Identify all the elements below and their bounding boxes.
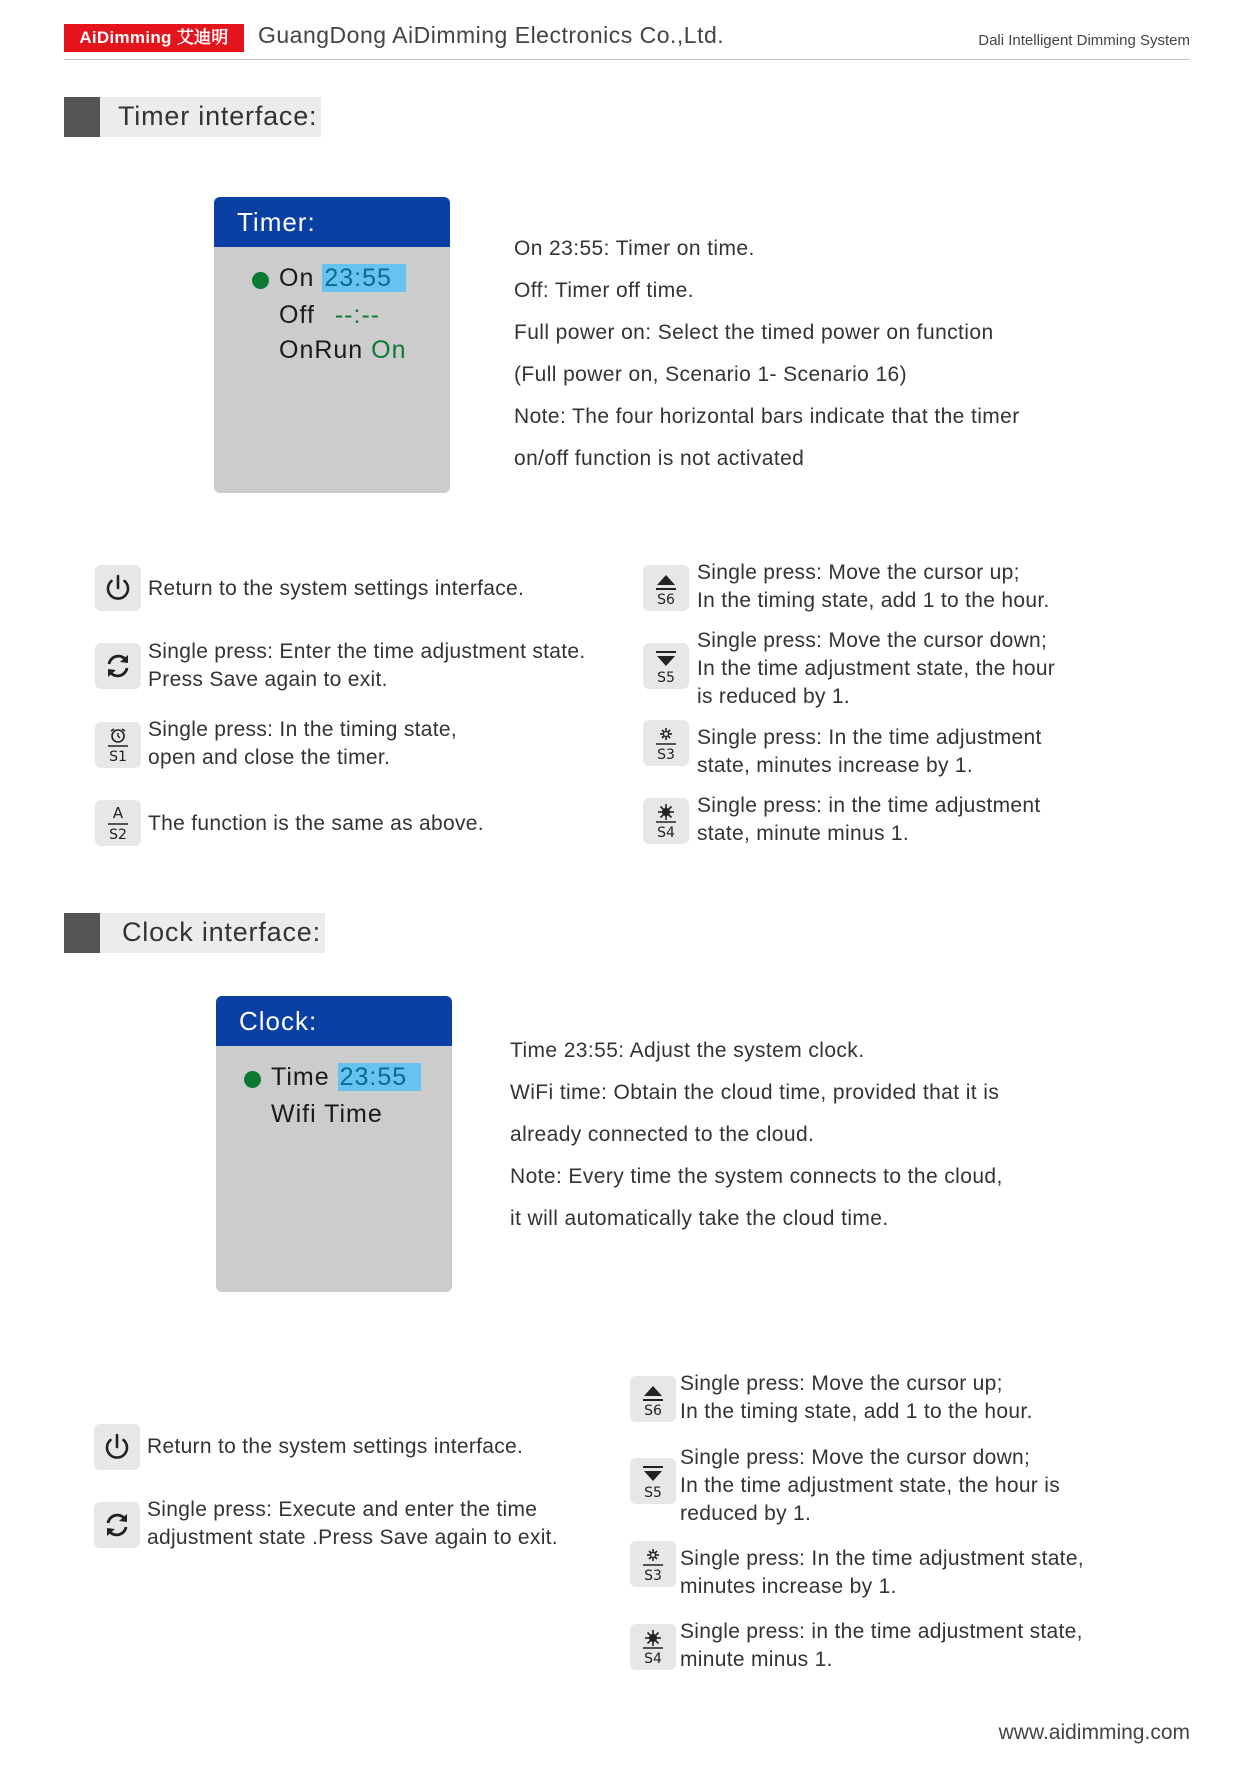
timer-off-value: --:-- <box>334 301 381 329</box>
timer-key-desc <box>697 559 1050 615</box>
timer-screen-title: Timer: <box>214 197 450 247</box>
key-desc-line: Single press: Move the cursor down; <box>697 629 1048 652</box>
clock-wifi-row: Wifi Time <box>271 1100 383 1128</box>
key-desc-line: adjustment state .Press Save again to exit. <box>147 1526 558 1549</box>
key-desc-line: Return to the system settings interface. <box>148 577 525 600</box>
selection-dot-icon <box>244 1071 261 1088</box>
clock-key-desc <box>680 1370 1033 1426</box>
s5-key[interactable] <box>630 1458 676 1504</box>
save-key[interactable] <box>95 643 141 689</box>
key-desc-line: Single press: Move the cursor down; <box>680 1446 1031 1469</box>
s3-key[interactable] <box>643 720 689 766</box>
clock-time-value: 23:55 <box>338 1063 422 1091</box>
key-desc-line: is reduced by 1. <box>697 685 851 708</box>
timer-description <box>514 228 1020 480</box>
key-desc-line: Single press: in the time adjustment <box>697 794 1041 817</box>
timer-onrun-value: On <box>371 336 407 364</box>
timer-section-title <box>64 97 321 137</box>
clock-desc-line: Time 23:55: Adjust the system clock. <box>510 1039 865 1062</box>
timer-on-value: 23:55 <box>322 264 406 292</box>
s4-key-label: S4 <box>657 825 675 841</box>
s5-key[interactable] <box>643 643 689 689</box>
company-name: GuangDong AiDimming Electronics Co.,Ltd. <box>258 22 725 48</box>
timer-desc-line: Note: The four horizontal bars indicate that the timer <box>514 405 1020 428</box>
timer-desc-line: On 23:55: Timer on time. <box>514 237 755 260</box>
clock-key-desc <box>680 1545 1084 1601</box>
timer-onrun-row <box>279 336 407 365</box>
selection-dot-icon <box>252 272 269 289</box>
key-desc-line: Single press: In the timing state, <box>148 718 458 741</box>
s4-key-label: S4 <box>644 1651 662 1667</box>
key-desc-line: Single press: in the time adjustment state, <box>680 1620 1083 1643</box>
timer-desc-line: Off: Timer off time. <box>514 279 694 302</box>
s6-key[interactable] <box>630 1376 676 1422</box>
s2-key-label: S2 <box>109 827 127 843</box>
power-icon <box>94 1424 140 1470</box>
s1-key[interactable] <box>95 722 141 768</box>
timer-key-desc <box>148 810 484 838</box>
clock-key-desc <box>147 1433 523 1461</box>
clock-desc-line: WiFi time: Obtain the cloud time, provided that it is <box>510 1081 1000 1104</box>
s5-key-label: S5 <box>644 1485 662 1501</box>
timer-off-label: Off <box>279 301 315 329</box>
key-desc-line: Single press: Move the cursor up; <box>697 561 1020 584</box>
section-marker-icon <box>64 97 100 137</box>
key-desc-line: Single press: In the time adjustment <box>697 726 1042 749</box>
s6-key[interactable] <box>643 565 689 611</box>
key-desc-line: Press Save again to exit. <box>148 668 388 691</box>
key-desc-line: reduced by 1. <box>680 1502 812 1525</box>
system-name: Dali Intelligent Dimming System <box>978 32 1190 49</box>
key-desc-line: In the timing state, add 1 to the hour. <box>697 589 1050 612</box>
key-desc-line: The function is the same as above. <box>148 812 484 835</box>
timer-desc-line: Full power on: Select the timed power on function <box>514 321 994 344</box>
clock-screen-title: Clock: <box>216 996 452 1046</box>
key-desc-line: Return to the system settings interface. <box>147 1435 524 1458</box>
s3-key-label: S3 <box>657 747 675 763</box>
company-logo: AiDimming 艾迪明 <box>64 24 244 52</box>
key-desc-line: state, minute minus 1. <box>697 822 910 845</box>
clock-time-row <box>271 1063 421 1092</box>
key-desc-line: minute minus 1. <box>680 1648 833 1671</box>
clock-key-desc <box>680 1618 1083 1674</box>
timer-key-desc <box>148 638 586 694</box>
refresh-icon <box>94 1502 140 1548</box>
timer-key-desc <box>697 792 1040 848</box>
timer-key-desc <box>148 575 524 603</box>
s4-key[interactable] <box>643 798 689 844</box>
key-desc-line: Single press: Enter the time adjustment state. <box>148 640 586 663</box>
section-marker-icon <box>64 913 100 953</box>
s5-key-label: S5 <box>657 670 675 686</box>
timer-on-label: On <box>279 264 315 292</box>
s6-key-label: S6 <box>657 592 675 608</box>
clock-key-desc <box>680 1444 1060 1528</box>
power-key[interactable] <box>94 1424 140 1470</box>
clock-section-title <box>64 913 325 953</box>
s6-key-label: S6 <box>644 1403 662 1419</box>
website-link[interactable]: www.aidimming.com <box>998 1721 1190 1744</box>
key-desc-line: Single press: In the time adjustment state, <box>680 1547 1084 1570</box>
timer-on-row <box>279 264 406 293</box>
clock-section-title-text: Clock interface: <box>122 917 321 947</box>
key-desc-line: Single press: Move the cursor up; <box>680 1372 1003 1395</box>
s4-key[interactable] <box>630 1624 676 1670</box>
refresh-icon <box>95 643 141 689</box>
timer-key-desc <box>697 627 1055 711</box>
key-desc-line: minutes increase by 1. <box>680 1575 897 1598</box>
clock-time-label: Time <box>271 1063 330 1091</box>
key-desc-line: In the timing state, add 1 to the hour. <box>680 1400 1033 1423</box>
s2-key[interactable] <box>95 800 141 846</box>
clock-description <box>510 1030 1003 1240</box>
clock-screen <box>216 996 452 1292</box>
timer-section-title-text: Timer interface: <box>118 101 318 131</box>
key-desc-line: state, minutes increase by 1. <box>697 754 973 777</box>
key-desc-line: In the time adjustment state, the hour is <box>680 1474 1060 1497</box>
s1-key-label: S1 <box>109 749 127 765</box>
timer-key-desc <box>148 716 457 772</box>
key-desc-line: open and close the timer. <box>148 746 391 769</box>
clock-key-desc <box>147 1496 558 1552</box>
clock-desc-line: already connected to the cloud. <box>510 1123 815 1146</box>
power-key[interactable] <box>95 565 141 611</box>
timer-onrun-label: OnRun <box>279 336 364 364</box>
clock-desc-line: it will automatically take the cloud time. <box>510 1207 889 1230</box>
power-icon <box>95 565 141 611</box>
header-divider <box>64 59 1190 60</box>
clock-desc-line: Note: Every time the system connects to the cloud, <box>510 1165 1003 1188</box>
timer-desc-line: on/off function is not activated <box>514 447 805 470</box>
timer-desc-line: (Full power on, Scenario 1- Scenario 16) <box>514 363 908 386</box>
key-desc-line: Single press: Execute and enter the time <box>147 1498 538 1521</box>
timer-key-desc <box>697 724 1042 780</box>
timer-off-row <box>279 301 380 330</box>
letter-a-glyph: A <box>112 804 124 822</box>
timer-screen <box>214 197 450 493</box>
key-desc-line: In the time adjustment state, the hour <box>697 657 1056 680</box>
save-key[interactable] <box>94 1502 140 1548</box>
s3-key[interactable] <box>630 1541 676 1587</box>
s3-key-label: S3 <box>644 1568 662 1584</box>
